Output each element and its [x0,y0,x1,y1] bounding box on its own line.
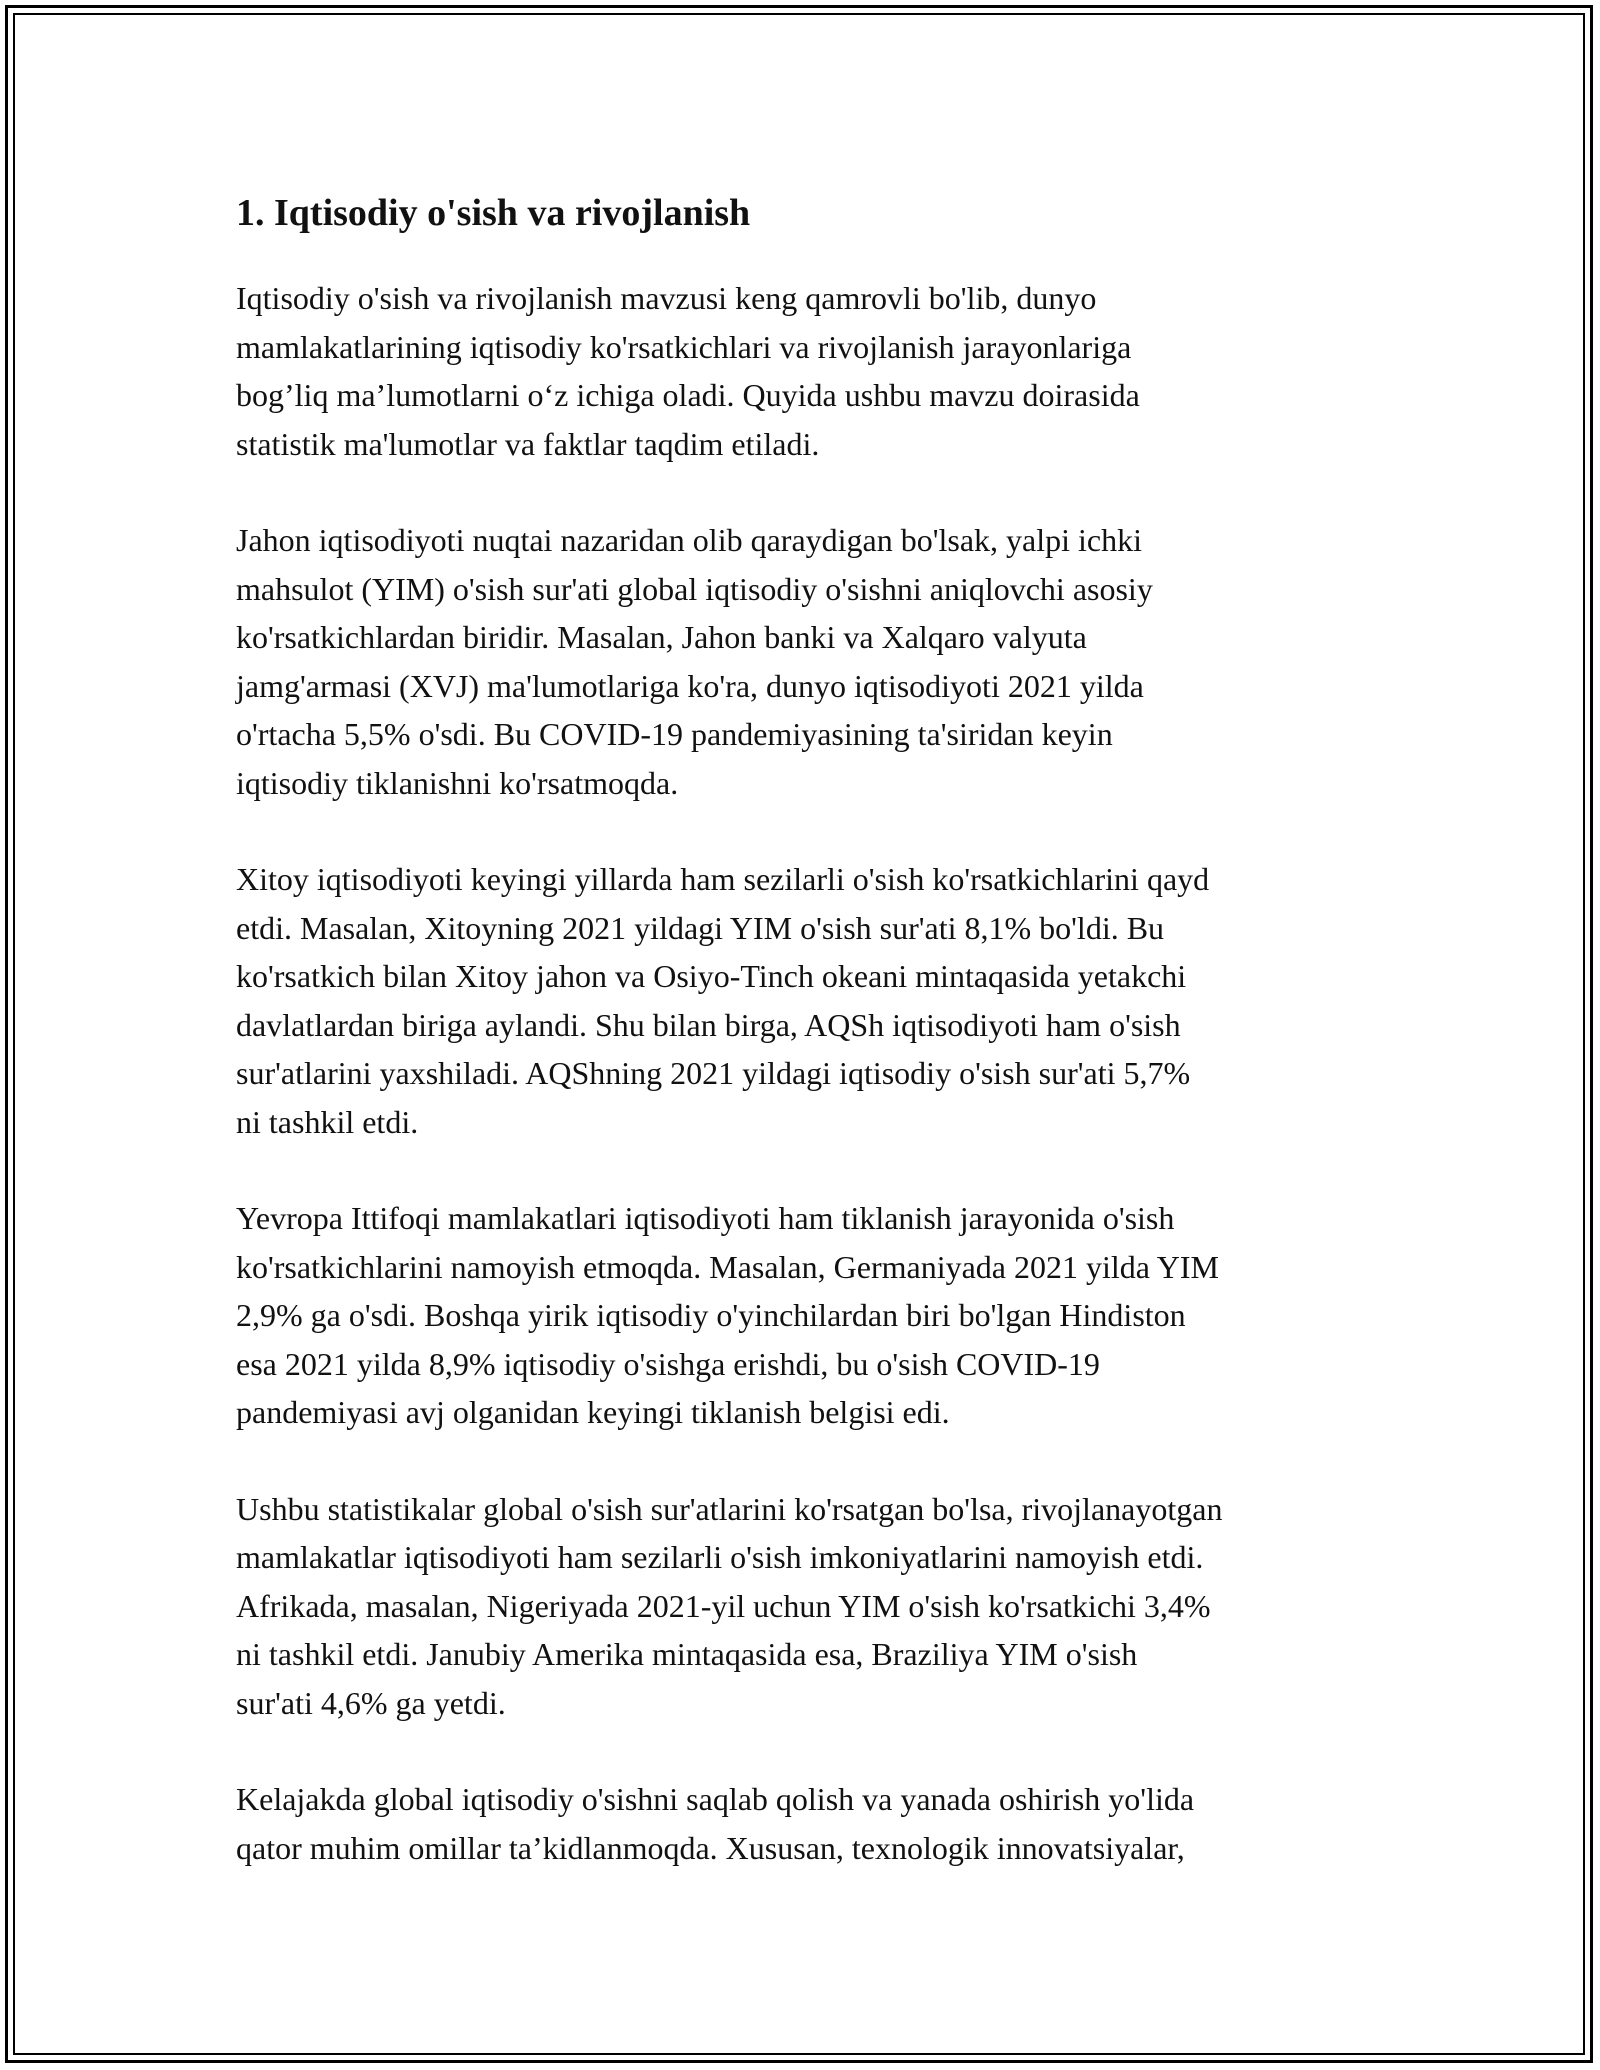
text-line: ko'rsatkichlarini namoyish etmoqda. Masalan, Germaniyada 2021 yilda YIM [236,1248,1219,1285]
paragraph-2 [236,516,1396,807]
text-line: jamg'armasi (XVJ) ma'lumotlariga ko'ra, dunyo iqtisodiyoti 2021 yilda [236,667,1144,704]
text-line: 2,9% ga o'sdi. Boshqa yirik iqtisodiy o'yinchilardan biri bo'lgan Hindiston [236,1297,1186,1333]
text-line: Yevropa Ittifoqi mamlakatlari iqtisodiyoti ham tiklanish jarayonida o'sish [236,1200,1175,1236]
text-line: esa 2021 yilda 8,9% iqtisodiy o'sishga erishdi, bu o'sish COVID-19 [236,1345,1100,1382]
text-line: qator muhim omillar ta’kidlanmoqda. Xususan, texnologik innovatsiyalar, [236,1829,1185,1866]
text-line: sur'ati 4,6% ga yetdi. [236,1684,506,1721]
text-line: Jahon iqtisodiyoti nuqtai nazaridan olib qaraydigan bo'lsak, yalpi ichki [236,522,1143,558]
text-line: ni tashkil etdi. Janubiy Amerika mintaqasida esa, Braziliya YIM o'sish [236,1636,1138,1672]
text-line: etdi. Masalan, Xitoyning 2021 yildagi YIM o'sish sur'ati 8,1% bo'ldi. Bu [236,909,1165,946]
text-line: Iqtisodiy o'sish va rivojlanish mavzusi keng qamrovli bo'lib, dunyo [236,280,1097,316]
text-line: Ushbu statistikalar global o'sish sur'atlarini ko'rsatgan bo'lsa, rivojlanayotgan [236,1490,1223,1527]
text-line: o'rtacha 5,5% o'sdi. Bu COVID-19 pandemiyasining ta'siridan keyin [236,716,1113,752]
text-line: Xitoy iqtisodiyoti keyingi yillarda ham sezilarli o'sish ko'rsatkichlarini qayd [236,861,1210,897]
document-body [236,186,1396,1920]
text-line: Kelajakda global iqtisodiy o'sishni saqlab qolish va yanada oshirish yo'lida [236,1781,1195,1817]
text-line: ni tashkil etdi. [236,1103,419,1140]
text-line: pandemiyasi avj olganidan keyingi tiklanish belgisi edi. [236,1394,950,1430]
paragraph-6 [236,1775,1396,1872]
text-line: bog’liq ma’lumotlarni o‘z ichiga oladi. Quyida ushbu mavzu doirasida [236,377,1140,413]
paragraph-1 [236,274,1396,468]
text-line: mamlakatlar iqtisodiyoti ham sezilarli o'sish imkoniyatlarini namoyish etdi. [236,1539,1204,1575]
text-line: iqtisodiy tiklanishni ko'rsatmoqda. [236,764,679,801]
text-line: ko'rsatkichlardan biridir. Masalan, Jahon banki va Xalqaro valyuta [236,619,1087,655]
text-line: ko'rsatkich bilan Xitoy jahon va Osiyo-Tinch okeani mintaqasida yetakchi [236,958,1187,994]
paragraph-5 [236,1485,1396,1728]
text-line: sur'atlarini yaxshiladi. AQShning 2021 yildagi iqtisodiy o'sish sur'ati 5,7% [236,1055,1191,1091]
text-line: Afrikada, masalan, Nigeriyada 2021-yil uchun YIM o'sish ko'rsatkichi 3,4% [236,1587,1211,1624]
paragraph-4 [236,1194,1396,1437]
paragraph-3 [236,855,1396,1146]
section-heading: 1. Iqtisodiy o'sish va rivojlanish [236,192,751,234]
text-line: mamlakatlarining iqtisodiy ko'rsatkichlari va rivojlanish jarayonlariga [236,328,1132,365]
text-line: davlatlardan biriga aylandi. Shu bilan birga, AQSh iqtisodiyoti ham o'sish [236,1006,1181,1043]
text-line: mahsulot (YIM) o'sish sur'ati global iqtisodiy o'sishni aniqlovchi asosiy [236,570,1153,607]
text-line: statistik ma'lumotlar va faktlar taqdim etiladi. [236,425,820,462]
